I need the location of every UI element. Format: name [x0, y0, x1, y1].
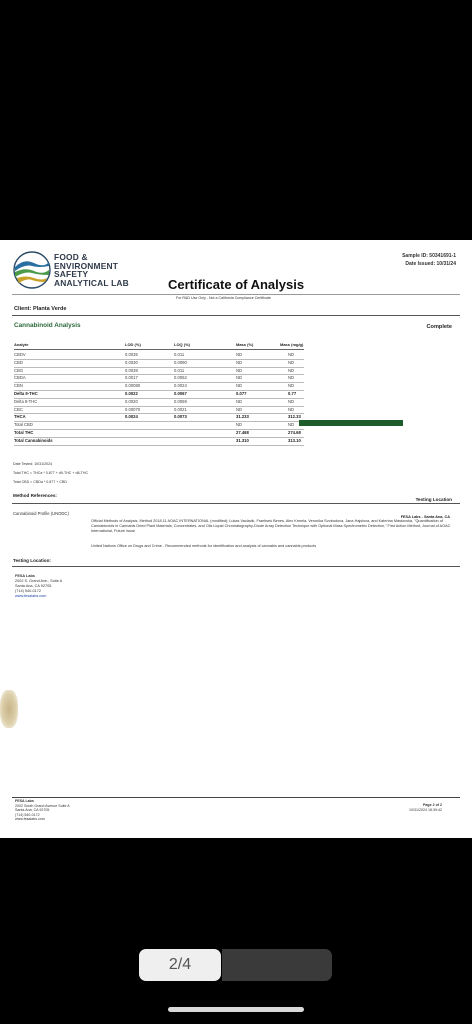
cell-mass-mg: 0.77: [288, 391, 297, 396]
date-tested: Date Tested: 10/31/2024: [13, 462, 53, 466]
cell-analyte: Delta 9-THC: [14, 391, 38, 396]
cell-lod: 0.0022: [125, 391, 138, 396]
home-indicator[interactable]: [168, 1007, 304, 1012]
cell-mass-mg: 274.68: [288, 430, 301, 435]
cell-mass: ND: [236, 398, 243, 404]
cell-loq: 0.0052: [174, 375, 187, 381]
cell-analyte: CBN: [14, 383, 23, 389]
cell-lod: 0.00070: [125, 406, 141, 412]
footer-name: FESA Labs: [15, 799, 34, 803]
row-divider: [14, 445, 304, 446]
notes: [13, 460, 88, 487]
cell-mass-mg: ND: [288, 375, 295, 381]
cell-loq: 0.0067: [174, 391, 187, 396]
cell-mass: ND: [236, 359, 243, 365]
cell-mass-mg: ND: [288, 422, 295, 428]
cell-mass-mg: 313.10: [288, 437, 301, 443]
client-name: Client: Planta Verde: [14, 306, 67, 312]
divider: [12, 503, 460, 504]
cell-analyte: Total CBD: [14, 422, 33, 428]
cell-loq: 0.011: [174, 367, 185, 373]
page-indicator-background: [222, 949, 332, 981]
divider: [12, 797, 460, 798]
document-title: Certificate of Analysis: [168, 277, 305, 292]
lab-name-line: SAFETY: [54, 269, 89, 280]
sample-id: Sample ID: 50341691-1: [402, 253, 456, 259]
lab-logo: [12, 250, 162, 294]
cell-mass: 0.077: [236, 391, 247, 396]
testing-location-heading: Testing Location: [415, 497, 452, 502]
footer-page-info: [409, 803, 442, 813]
cell-analyte: CBDV: [14, 352, 26, 357]
address-city: Santa Ana, CA 92705: [15, 584, 52, 588]
cell-lod: 0.00080: [125, 383, 141, 389]
method-references-heading: Method References:: [13, 493, 57, 498]
paper-stain: [0, 690, 18, 728]
cell-loq: 0.011: [174, 352, 185, 357]
cell-lod: 0.0020: [125, 398, 138, 404]
cell-analyte: Delta 8-THC: [14, 398, 38, 404]
address-street: 2002 S. Grand Ave., Suite A: [15, 579, 63, 583]
address-web-link[interactable]: www.fesalabs.com: [15, 594, 47, 598]
cell-analyte: Total THC: [14, 430, 34, 435]
cell-loq: 0.0073: [174, 414, 187, 420]
divider: [12, 566, 460, 567]
method-location: FESA Labs - Santa Ana, CA: [400, 515, 450, 519]
cell-loq: 0.0024: [174, 383, 187, 389]
cell-mass: ND: [236, 383, 243, 389]
cell-lod: 0.0035: [125, 352, 138, 357]
total-thc-formula: Total THC = THCa * 0.877 + d9-THC + d8-THC: [13, 471, 89, 475]
address-phone: (714) 540-0172: [15, 589, 41, 593]
method-official: Official Methods of Analysis, Method 2018.11 AOAC INTERNATIONAL (modified); Lukas Vaclavik, Frantisek Benes, Alex Krmela, Veronika Svobodova, Jana Hajslova, and Katerina Mastovska, "Quantification of Cannabinoids in Cannabis Dried Plant Materials, Concentrates, and Oils Liquid Chromatography-Diode Array Detection Technique with Optional Mass Spectrometric Detection," First Action Method, Journal of AOAC International, Future Issue: [91, 519, 451, 533]
header-analyte: Analyte: [14, 342, 29, 347]
cell-mass-mg: 312.33: [288, 414, 301, 420]
lab-name-line: FOOD &: [54, 252, 88, 262]
section-title: Cannabinoid Analysis: [14, 322, 81, 329]
lab-name: [54, 253, 129, 287]
sample-info: [402, 252, 456, 268]
document-subtitle: For R&D Use Only - Not a California Compliance Certificate: [176, 296, 271, 300]
cell-mass: ND: [236, 375, 243, 381]
cell-mass: ND: [236, 367, 243, 373]
lab-name-line: ANALYTICAL LAB: [54, 277, 129, 288]
cell-mass-mg: ND: [288, 383, 295, 389]
cell-lod: 0.0017: [125, 375, 138, 381]
divider: [12, 294, 460, 295]
cell-mass: 27.468: [236, 430, 249, 435]
method-unodc: United Nations Office on Drugs and Crime - Recommended methods for identification and analysis of cannabis and cannabis products: [91, 544, 317, 548]
cell-mass: 31.233: [236, 414, 249, 420]
thca-highlight-bar: [299, 420, 403, 426]
status-label: Complete: [426, 324, 452, 330]
address-name: FESA Labs: [15, 574, 35, 578]
total-cbd-formula: Total CBD = CBDa * 0.877 + CBD: [13, 480, 67, 484]
cell-mass-mg: ND: [288, 352, 295, 357]
footer-web: www.fesalabs.com: [15, 817, 45, 822]
footer-phone: (714) 540-0172: [15, 812, 40, 817]
cell-analyte: CBC: [14, 406, 23, 412]
footer-address: [15, 799, 70, 822]
cell-mass: ND: [236, 352, 243, 357]
lab-name-line: ENVIRONMENT: [54, 260, 119, 271]
footer-timestamp: 10/31/2024 18:39:42: [409, 808, 442, 812]
cell-loq: 0.0059: [174, 398, 187, 404]
page-indicator[interactable]: 2/4: [139, 949, 221, 981]
cell-mass: ND: [236, 406, 243, 412]
divider: [12, 315, 460, 316]
cell-mass-mg: ND: [288, 359, 295, 365]
cell-lod: 0.0030: [125, 359, 138, 365]
lab-logo-icon: [12, 250, 52, 290]
cell-analyte: THCA: [14, 414, 26, 420]
cell-analyte: CBDA: [14, 375, 26, 381]
cell-loq: 0.0021: [174, 406, 187, 412]
header-lod: LOD (%): [125, 342, 141, 347]
cell-analyte: CBD: [14, 359, 23, 365]
coa-document-page: [0, 240, 472, 838]
footer-street: 2002 South Grand Avenue Suite A: [15, 803, 70, 808]
cell-mass: 31.310: [236, 437, 249, 443]
footer-city: Santa Ana, CA 92705: [15, 808, 50, 813]
footer-page-number: Page 2 of 2: [423, 803, 442, 807]
testing-address: [15, 574, 62, 599]
cell-mass: ND: [236, 422, 243, 428]
testing-location-title: Testing Location:: [13, 558, 51, 563]
date-issued: Date Issued: 10/31/24: [405, 261, 456, 267]
cell-analyte: Total Cannabinoids: [14, 437, 53, 443]
cell-lod: 0.0038: [125, 367, 138, 373]
cell-lod: 0.0024: [125, 414, 138, 420]
cell-mass-mg: ND: [288, 406, 295, 412]
cell-mass-mg: ND: [288, 367, 295, 373]
cell-analyte: CBG: [14, 367, 24, 373]
cell-loq: 0.0090: [174, 359, 187, 365]
method-profile: Cannabinoid Profile (UNODC): [13, 511, 69, 516]
cell-mass-mg: ND: [288, 398, 295, 404]
divider: [14, 349, 304, 350]
header-mass-mg: Mass (mg/g): [280, 342, 304, 347]
header-loq: LOQ (%): [174, 342, 190, 347]
header-mass: Mass (%): [236, 342, 254, 347]
